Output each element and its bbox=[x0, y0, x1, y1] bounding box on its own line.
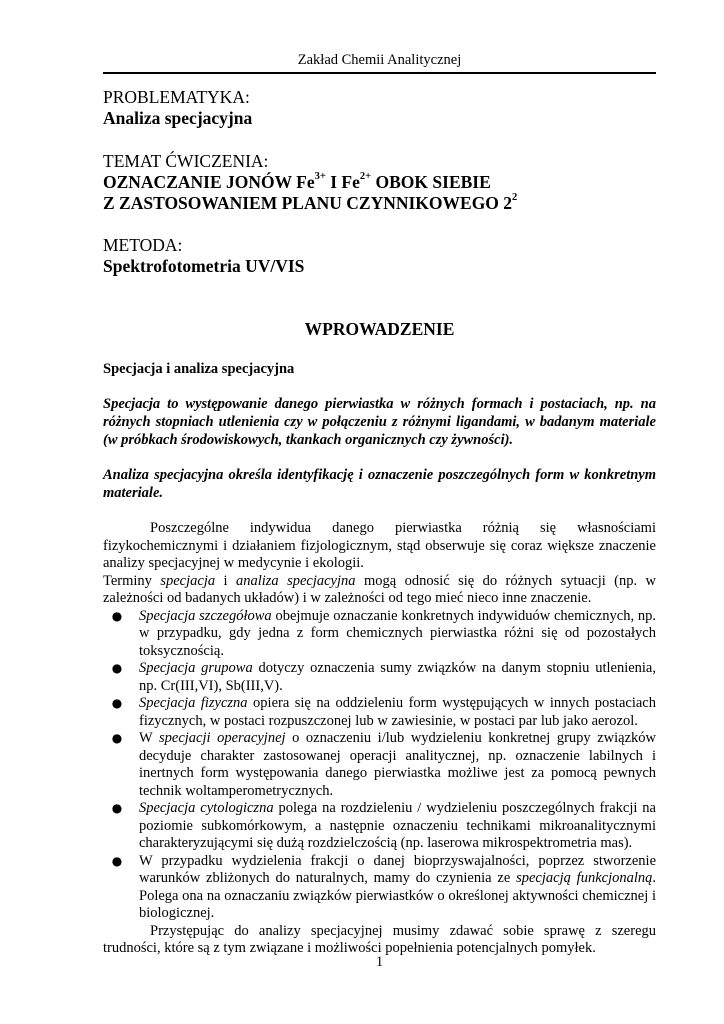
body-text bbox=[103, 520, 656, 958]
temat-label: TEMAT ĆWICZENIA: bbox=[103, 151, 269, 171]
problematyka-title: Analiza specjacyjna bbox=[103, 108, 253, 128]
page-number: 1 bbox=[375, 954, 384, 970]
problematyka-section bbox=[103, 87, 656, 129]
metoda-section bbox=[103, 235, 656, 277]
bullet-icon: ● bbox=[111, 661, 123, 675]
list-item: ● Specjacja szczegółowa obejmuje oznaczanie konkretnych indywiduów chemicznych, np. w przypadku, gdy jedna z form chemicznych pierwiastka różni się od pozostałych toksycznością. bbox=[103, 608, 656, 661]
bullet-icon: ● bbox=[111, 731, 123, 745]
list-item: ● W przypadku wydzielenia frakcji o danej bioprzyswajalności, poprzez stworzenie warunków zbliżonych do naturalnych, mamy do czynienia ze specjacją funkcjonalną. Polega ona na oznaczaniu związków pierwiastków o określonej aktywności chemicznej i biologicznej. bbox=[103, 853, 656, 923]
metoda-label: METODA: bbox=[103, 235, 183, 255]
paragraph-2: Terminy specjacja i analiza specjacyjna mogą odnosić się do różnych sytuacji (np. w zależności od badanych układów) i w zależności od tego mieć nieco inne znaczenie. bbox=[103, 572, 656, 606]
bullet-icon: ● bbox=[111, 608, 123, 623]
paragraph-1: Poszczególne indywidua danego pierwiastka różnią się własnościami fizykochemicznymi i działaniem fizjologicznym, stąd obserwuje się coraz większe znaczenie analizy specjacyjnej w medycynie i ekologii. bbox=[103, 520, 656, 571]
temat-section bbox=[103, 151, 656, 214]
intro-heading: WPROWADZENIE bbox=[304, 319, 455, 339]
metoda-title: Spektrofotometria UV/VIS bbox=[103, 256, 305, 276]
list-item: ● Specjacja fizyczna opiera się na oddzieleniu form występujących w innych postaciach fizycznych, w postaci rozpuszczonej lub w zawiesinie, w postaci par lub jako aerozol. bbox=[103, 695, 656, 730]
speciation-definition: Specjacja to występowanie danego pierwiastka w różnych formach i postaciach, np. na różnych stopniach utlenienia czy w połączeniu z różnymi ligandami, w badanym materiale (w próbkach środowiskowych, tkankach organicznych czy żywności). bbox=[103, 396, 656, 448]
temat-title-line1: OZNACZANIE JONÓW $Fe^{3+}$ I $Fe^{2+}$ OBOK SIEBIE bbox=[103, 171, 491, 192]
list-item: ● W specjacji operacyjnej o oznaczeniu i/lub wydzieleniu konkretnej grupy związków decyduje charakter zastosowanej operacji analitycznej, np. oznaczenie labilnych i inertnych form występowania danego pierwiastka możliwe jest za pomocą pewnych technik woltamperometrycznych. bbox=[103, 730, 656, 800]
page-header: Zakład Chemii Analitycznej bbox=[103, 52, 656, 74]
page-content bbox=[103, 87, 656, 958]
list-item: ● Specjacja grupowa dotyczy oznaczenia sumy związków na danym stopniu utlenienia, np. Cr(III,VI), Sb(III,V). bbox=[103, 660, 656, 695]
paragraph-3: Przystępując do analizy specjacyjnej musimy zdawać sobie sprawę z szeregu trudności, które są z tym związane i możliwości popełnienia potencjalnych pomyłek. bbox=[103, 922, 656, 956]
problematyka-label: PROBLEMATYKA: bbox=[103, 87, 250, 107]
list-item: ● Specjacja cytologiczna polega na rozdzieleniu / wydzieleniu poszczególnych frakcji na poziomie subkomórkowym, a następnie oznaczeniu technikami mikroanalitycznymi charakteryzującymi się dużą rozdzielczością (np. laserowa mikrospektrometria mas). bbox=[103, 800, 656, 853]
speciation-analysis-definition: Analiza specjacyjna określa identyfikację i oznaczenie poszczególnych form w konkretnym materiale. bbox=[103, 467, 656, 501]
intro-subheading: Specjacja i analiza specjacyjna bbox=[103, 361, 295, 377]
speciation-types-list bbox=[103, 608, 656, 923]
bullet-icon: ● bbox=[111, 801, 123, 815]
bullet-icon: ● bbox=[111, 853, 123, 868]
temat-title-line2: Z ZASTOSOWANIEM PLANU CZYNNIKOWEGO $2^2$ bbox=[103, 192, 518, 213]
bullet-icon: ● bbox=[111, 696, 123, 710]
